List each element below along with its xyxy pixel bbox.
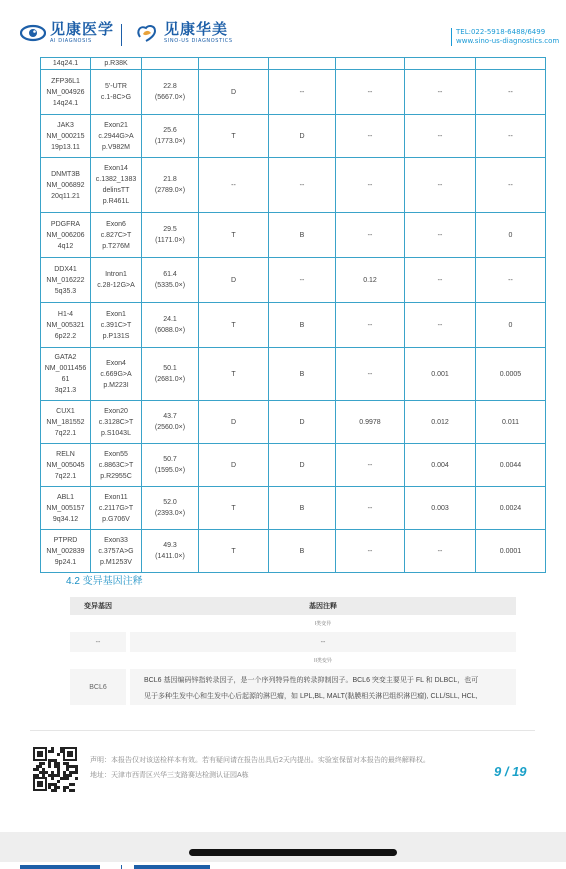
table-cell-type: D [199,258,269,303]
footer-divider [30,730,535,731]
jiankang-medical-logo [20,22,114,44]
annotation-note-line: 见于多种生发中心和生发中心后起源的淋巴瘤，如 LPL,BL, MALT(黏膜相关淋巴组织淋巴瘤), CLL/SLL, HCL, [144,693,478,700]
table-cell-c8: -- [476,158,546,213]
address: 地址：天津市西青区兴华三支路赛达检测认证园A栋 [90,772,249,779]
table-cell-depth [142,58,199,70]
table-cell-c6: -- [336,158,405,213]
table-cell-exon: Exon20 c.3128C>T p.S1043L [91,401,142,444]
table-cell-c6: -- [336,487,405,530]
table-cell-c6: 0.12 [336,258,405,303]
table-cell-type: T [199,348,269,401]
table-cell-gene: JAK3 NM_000215 19p13.11 [41,115,91,158]
table-cell-level: D [269,401,336,444]
table-cell-c7: -- [405,158,476,213]
table-cell-c7: -- [405,213,476,258]
table-cell-c6: -- [336,115,405,158]
table-cell-type: D [199,401,269,444]
table-row [41,258,546,303]
table-cell-c8: -- [476,258,546,303]
table-cell-c7 [405,58,476,70]
table-cell-exon: Intron1 c.28-12G>A [91,258,142,303]
annotation-row [70,632,516,652]
table-cell-type: D [199,70,269,115]
table-cell-c7: -- [405,258,476,303]
table-cell-c7: -- [405,70,476,115]
table-cell-exon: Exon4 c.669G>A p.M223I [91,348,142,401]
table-cell-c6 [336,58,405,70]
table-cell-gene: DNMT3B NM_006892 20q11.21 [41,158,91,213]
scroll-handle[interactable] [189,849,397,856]
table-cell-c8: -- [476,115,546,158]
annotation-row-bcl6 [70,669,516,705]
table-row [41,444,546,487]
table-cell-c8 [476,58,546,70]
next-page-peek [0,862,566,869]
table-row [41,530,546,573]
table-cell-exon: Exon1 c.391C>T p.P131S [91,303,142,348]
logo1-chinese-name: 见康医学 [50,20,115,38]
table-row [41,303,546,348]
table-cell-type: D [199,444,269,487]
table-cell-c7: 0.003 [405,487,476,530]
table-cell-gene: RELN NM_005045 7q22.1 [41,444,91,487]
logo2-chinese-name: 见康华美 [164,20,229,38]
table-cell-gene: 14q24.1 [41,58,91,70]
table-cell-exon: Exon6 c.827C>T p.T276M [91,213,142,258]
table-cell-c7: 0.001 [405,348,476,401]
table-cell-level: D [269,444,336,487]
table-cell-depth: 43.7 (2560.0×) [142,401,199,444]
table-cell-type: T [199,303,269,348]
table-cell-gene: GATA2 NM_0011456 61 3q21.3 [41,348,91,401]
category-label-class2: II类变异 [314,658,332,664]
logo2-english-name: SINO-US DIAGNOSTICS [164,38,233,44]
table-cell-exon: Exon14 c.1382_1383 delinsTT p.R461L [91,158,142,213]
annotation-note [130,669,516,705]
table-cell-c6: 0.9978 [336,401,405,444]
table-cell-gene: H1-4 NM_005321 6p22.2 [41,303,91,348]
table-cell-depth: 24.1 (6088.0×) [142,303,199,348]
table-cell-type: -- [199,158,269,213]
table-row [41,401,546,444]
table-cell-depth: 29.5 (1171.0×) [142,213,199,258]
table-cell-depth: 61.4 (5335.0×) [142,258,199,303]
table-cell-c7: -- [405,530,476,573]
eye-logo-icon [20,23,46,43]
table-cell-depth: 50.1 (2681.0×) [142,348,199,401]
table-row [41,158,546,213]
table-cell-c6: -- [336,303,405,348]
table-cell-gene: CUX1 NM_181552 7q22.1 [41,401,91,444]
table-cell-depth: 25.6 (1773.0×) [142,115,199,158]
table-cell-c8: 0 [476,303,546,348]
table-cell-type [199,58,269,70]
section-title: 4.2 变异基因注释 [66,576,143,587]
table-cell-gene: ZFP36L1 NM_004926 14q24.1 [41,70,91,115]
table-cell-level: D [269,115,336,158]
table-cell-c7: -- [405,115,476,158]
telephone: TEL:022-5918-6488/6499 [456,28,546,36]
report-header [0,0,566,57]
table-cell-depth: 50.7 (1595.0×) [142,444,199,487]
table-cell-level: B [269,487,336,530]
table-cell-type: T [199,115,269,158]
annotation-note: -- [130,632,516,652]
table-row [41,348,546,401]
table-cell-c7: -- [405,303,476,348]
table-cell-gene: PDGFRA NM_006206 4q12 [41,213,91,258]
table-cell-c7: 0.004 [405,444,476,487]
table-row [41,487,546,530]
table-cell-type: T [199,487,269,530]
heart-leaf-logo-icon [134,23,160,43]
table-cell-c6: -- [336,530,405,573]
table-cell-c8: 0 [476,213,546,258]
table-cell-depth: 21.8 (2789.0×) [142,158,199,213]
table-row [41,58,546,70]
table-cell-depth: 22.8 (5667.0×) [142,70,199,115]
table-cell-exon: Exon21 c.2944G>A p.V982M [91,115,142,158]
annotation-note-line: BCL6 基因编码锌指转录因子，是一个序列特异性的转录抑制因子。BCL6 突变主要见于 FL 和 DLBCL，也可 [144,677,479,684]
table-cell-exon: Exon11 c.2117G>T p.G706V [91,487,142,530]
contact-info [451,28,559,46]
annotation-gene: BCL6 [70,669,126,705]
next-page-logo-icon [20,863,210,869]
col-header-gene: 变异基因 [84,603,112,610]
table-cell-level: -- [269,258,336,303]
table-cell-c8: 0.0024 [476,487,546,530]
annotation-header [70,597,516,615]
annotation-gene: -- [70,632,126,652]
table-cell-depth: 49.3 (1411.0×) [142,530,199,573]
table-cell-exon: p.R38K [91,58,142,70]
table-row [41,115,546,158]
table-cell-exon: 5'-UTR c.1-8C>G [91,70,142,115]
col-header-note: 基因注释 [309,603,337,610]
table-cell-level: -- [269,158,336,213]
table-cell-gene: ABL1 NM_005157 9q34.12 [41,487,91,530]
table-cell-level: B [269,348,336,401]
table-cell-c7: 0.012 [405,401,476,444]
logo-divider [121,24,122,46]
table-cell-c8: 0.011 [476,401,546,444]
table-cell-c8: 0.0044 [476,444,546,487]
table-cell-c8: 0.0001 [476,530,546,573]
page-number: 9 / 19 [494,764,527,779]
jiankang-huamei-logo [134,22,233,44]
table-cell-level: B [269,213,336,258]
table-cell-c8: 0.0005 [476,348,546,401]
table-cell-level [269,58,336,70]
table-cell-c8: -- [476,70,546,115]
table-cell-gene: PTPRD NM_002839 9p24.1 [41,530,91,573]
table-cell-exon: Exon55 c.8863C>T p.R2955C [91,444,142,487]
table-row [41,70,546,115]
table-cell-level: B [269,530,336,573]
table-cell-c6: -- [336,70,405,115]
table-cell-c6: -- [336,213,405,258]
annotation-table [70,597,516,705]
table-cell-level: -- [269,70,336,115]
table-cell-gene: DDX41 NM_016222 5q35.3 [41,258,91,303]
logo1-english-name: AI DIAGNOSIS [50,38,92,44]
website-link[interactable]: www.sino-us-diagnostics.com [456,37,560,45]
qr-code-icon [31,745,79,793]
table-cell-c6: -- [336,444,405,487]
disclaimer: 声明：本报告仅对该送检样本有效。若有疑问请在报告出具后2天内提出。实验室保留对本报告的最终解释权。 [90,757,430,764]
table-cell-level: B [269,303,336,348]
table-cell-c6: -- [336,348,405,401]
category-label-class1: I类变异 [314,621,332,627]
variant-table [40,57,546,573]
table-cell-type: T [199,530,269,573]
table-row [41,213,546,258]
table-cell-exon: Exon33 c.3757A>G p.M1253V [91,530,142,573]
table-cell-type: T [199,213,269,258]
table-cell-depth: 52.0 (2393.0×) [142,487,199,530]
